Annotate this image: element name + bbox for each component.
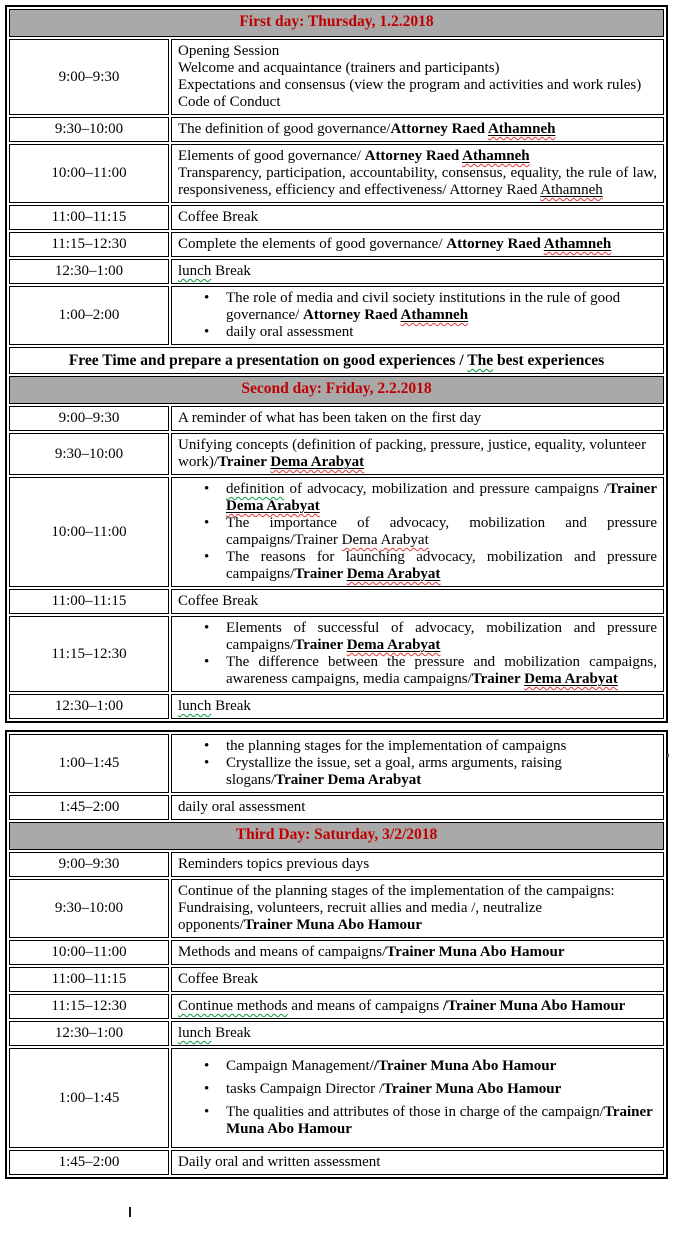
time-cell: 1:45–2:00 xyxy=(9,1150,169,1175)
time-cell: 9:30–10:00 xyxy=(9,879,169,938)
bullet-item xyxy=(178,738,657,755)
text-run: Attorney Raed xyxy=(364,148,463,164)
bullet-marker: • xyxy=(204,1058,210,1074)
text-run: best experiences xyxy=(493,352,605,369)
text-run: and means of campaigns xyxy=(287,998,443,1014)
time-cell: 11:15–12:30 xyxy=(9,616,169,692)
text-run: The reasons for launching advocacy, mobilization and pressure campaigns/ xyxy=(226,549,657,582)
text-run: Opening Session xyxy=(178,43,280,59)
table-row xyxy=(9,940,664,965)
time-cell: 11:15–12:30 xyxy=(9,232,169,257)
text-run: Dema Arabyat xyxy=(524,671,618,687)
text-run: Attorney Raed xyxy=(390,121,488,137)
bullet-item xyxy=(178,654,657,688)
bullet-item xyxy=(178,755,657,789)
bullet-marker: • xyxy=(204,738,210,754)
day-header-cell xyxy=(9,376,664,404)
description-cell xyxy=(171,117,664,142)
text-run: Code of Conduct xyxy=(178,94,281,110)
bullet-marker: • xyxy=(204,1081,210,1097)
description-cell xyxy=(171,205,664,230)
paragraph xyxy=(178,944,657,961)
text-run: Trainer xyxy=(218,454,271,470)
text-run: The qualities and attributes of those in charge of the campaign/ xyxy=(226,1104,604,1120)
text-run: Dema Arabyat xyxy=(226,498,320,514)
paragraph xyxy=(178,856,657,873)
table-row xyxy=(9,117,664,142)
text-run: Daily oral and written assessment xyxy=(178,1154,381,1170)
table-row xyxy=(9,205,664,230)
text-run: Athamneh xyxy=(543,236,612,252)
time-cell: 11:00–11:15 xyxy=(9,205,169,230)
free-time-banner xyxy=(9,347,664,374)
paragraph xyxy=(178,593,657,610)
text-run: Trainer Muna Abo Hamour xyxy=(383,1081,562,1097)
paragraph xyxy=(178,971,657,988)
paragraph xyxy=(178,437,657,471)
time-cell: 12:30–1:00 xyxy=(9,259,169,284)
text-run: Expectations and consensus (view the program and activities and work rules) xyxy=(178,77,642,93)
description-cell xyxy=(171,694,664,719)
table-row xyxy=(9,376,664,404)
text-run: Trainer xyxy=(471,671,525,687)
text-run: First day: Thursday, 1.2.2018 xyxy=(239,13,434,30)
text-run: Trainer xyxy=(294,566,347,582)
table-row xyxy=(9,477,664,587)
text-run: Athamneh xyxy=(400,307,469,323)
table-row xyxy=(9,39,664,115)
text-run: Dema Arabyat xyxy=(346,637,441,653)
text-run: Trainer xyxy=(608,481,657,497)
time-cell: 9:30–10:00 xyxy=(9,117,169,142)
bullet-marker: • xyxy=(204,290,210,306)
paragraph xyxy=(178,1025,657,1042)
time-cell: 11:15–12:30 xyxy=(9,994,169,1019)
text-run: Methods and means of campaigns/ xyxy=(178,944,387,960)
paragraph xyxy=(178,43,657,60)
table-row xyxy=(9,994,664,1019)
text-run: of advocacy, mobilization and pressure campaigns / xyxy=(284,481,609,497)
time-cell: 9:00–9:30 xyxy=(9,406,169,431)
time-cell: 1:00–2:00 xyxy=(9,286,169,345)
paragraph xyxy=(178,1154,657,1171)
text-run: /Trainer Muna Abo Hamour xyxy=(442,998,626,1014)
text-run: Trainer Dema Arabyat xyxy=(275,772,422,788)
time-cell: 11:00–11:15 xyxy=(9,967,169,992)
text-run: Continue methods xyxy=(178,998,288,1014)
text-run: Welcome and acquaintance (trainers and participants) xyxy=(178,60,500,76)
text-run: Reminders topics previous days xyxy=(178,856,370,872)
description-cell xyxy=(171,967,664,992)
text-run: Elements of successful of advocacy, mobilization and pressure campaigns/ xyxy=(226,620,657,653)
description-cell xyxy=(171,589,664,614)
description-cell xyxy=(171,734,664,793)
table-row xyxy=(9,1021,664,1046)
day-header-cell xyxy=(9,822,664,850)
bullet-marker: • xyxy=(204,481,210,497)
bullet-marker: • xyxy=(204,755,210,771)
paragraph xyxy=(178,883,657,934)
text-run: Third Day: Saturday, 3/2/2018 xyxy=(235,826,438,843)
description-cell xyxy=(171,994,664,1019)
time-cell: 9:00–9:30 xyxy=(9,852,169,877)
schedule-table-2 xyxy=(5,730,668,1179)
page-speck-artifact xyxy=(667,754,669,757)
bullet-marker: • xyxy=(204,620,210,636)
text-run: Arabyat xyxy=(380,532,429,548)
bullet-item xyxy=(178,481,657,515)
table-row xyxy=(9,1048,664,1148)
text-run: Trainer xyxy=(294,637,347,653)
description-cell xyxy=(171,433,664,475)
bullet-marker: • xyxy=(204,1104,210,1120)
table-row xyxy=(9,795,664,820)
text-run: Crystallize the issue, set a goal, arms arguments, raising slogans/ xyxy=(226,755,562,788)
table-row xyxy=(9,967,664,992)
text-run: Continue of the planning stages of the implementation of the campaigns: Fundraising, volunteers, recruit allies and media /, neutralize opponents/ xyxy=(178,883,615,933)
description-cell xyxy=(171,852,664,877)
text-run: lunch xyxy=(178,698,212,714)
text-run: Break xyxy=(211,1025,251,1041)
table-row xyxy=(9,694,664,719)
text-cursor-artifact xyxy=(129,1207,131,1217)
bullet-item xyxy=(178,324,657,341)
text-run: Campaign Management/ xyxy=(226,1058,374,1074)
bullet-item xyxy=(178,1058,657,1075)
text-run: Attorney Raed xyxy=(303,307,401,323)
text-run: The xyxy=(467,352,494,369)
description-cell xyxy=(171,144,664,203)
description-cell xyxy=(171,232,664,257)
text-run: The role of media and civil society institutions in the rule of good governance/ xyxy=(226,290,621,323)
table-row xyxy=(9,9,664,37)
table-row xyxy=(9,259,664,284)
text-run: Unifying concepts (definition of packing, pressure, justice, equality, volunteer work)/ xyxy=(178,437,647,470)
bullet-item xyxy=(178,1081,657,1098)
paragraph xyxy=(178,60,657,77)
text-run: lunch xyxy=(178,1025,212,1041)
bullet-item xyxy=(178,549,657,583)
time-cell: 9:00–9:30 xyxy=(9,39,169,115)
text-run: The definition of good governance/ xyxy=(178,121,391,137)
description-cell xyxy=(171,39,664,115)
text-run: definition xyxy=(226,481,285,497)
bullet-item xyxy=(178,620,657,654)
time-cell: 12:30–1:00 xyxy=(9,1021,169,1046)
text-run: Elements of good governance/ xyxy=(178,148,365,164)
table-row xyxy=(9,144,664,203)
text-run: /Trainer Muna Abo Hamour xyxy=(373,1058,557,1074)
description-cell xyxy=(171,879,664,938)
time-cell: 10:00–11:00 xyxy=(9,940,169,965)
text-run: Second day: Friday, 2.2.2018 xyxy=(241,380,432,397)
text-run: Athamneh xyxy=(487,121,556,137)
time-cell: 1:00–1:45 xyxy=(9,734,169,793)
text-run: Free Time and prepare a presentation on good experiences / xyxy=(68,352,468,369)
bullet-marker: • xyxy=(204,324,210,340)
text-run: Dema xyxy=(341,532,378,548)
paragraph xyxy=(178,94,657,111)
paragraph xyxy=(178,698,657,715)
description-cell xyxy=(171,940,664,965)
table-row xyxy=(9,347,664,374)
time-cell: 11:00–11:15 xyxy=(9,589,169,614)
bullet-item xyxy=(178,290,657,324)
text-run: A reminder of what has been taken on the first day xyxy=(178,410,482,426)
paragraph xyxy=(178,165,657,199)
table-row xyxy=(9,286,664,345)
text-run: Trainer Muna Abo Hamour xyxy=(386,944,565,960)
description-cell xyxy=(171,477,664,587)
table-row xyxy=(9,433,664,475)
table-row xyxy=(9,589,664,614)
description-cell xyxy=(171,795,664,820)
text-run: tasks Campaign Director / xyxy=(226,1081,384,1097)
time-cell: 10:00–11:00 xyxy=(9,477,169,587)
time-cell: 1:00–1:45 xyxy=(9,1048,169,1148)
text-run: lunch xyxy=(178,263,212,279)
time-cell: 9:30–10:00 xyxy=(9,433,169,475)
description-cell xyxy=(171,616,664,692)
paragraph xyxy=(178,209,657,226)
table-row xyxy=(9,852,664,877)
day-header-cell xyxy=(9,9,664,37)
table-row xyxy=(9,822,664,850)
description-cell xyxy=(171,1150,664,1175)
description-cell xyxy=(171,286,664,345)
schedule-table-1 xyxy=(5,5,668,723)
text-run: Coffee Break xyxy=(178,593,259,609)
table-row xyxy=(9,232,664,257)
text-run: Attorney Raed xyxy=(446,236,544,252)
table-row xyxy=(9,879,664,938)
text-run: Break xyxy=(211,263,251,279)
table-row xyxy=(9,406,664,431)
table-row xyxy=(9,734,664,793)
text-run: Break xyxy=(211,698,251,714)
table-row xyxy=(9,616,664,692)
text-run: Athamneh xyxy=(462,148,530,164)
document-root xyxy=(5,5,668,1186)
text-run: Coffee Break xyxy=(178,209,259,225)
text-run: Transparency, participation, accountability, consensus, equality, the rule of law, responsiveness, efficiency and effectiveness/ Attorney Raed xyxy=(178,165,657,198)
text-run: Trainer Muna Abo Hamour xyxy=(243,917,423,933)
text-run: The difference between the pressure and mobilization campaigns, awareness campaigns, media campaigns/ xyxy=(226,654,657,687)
time-cell: 12:30–1:00 xyxy=(9,694,169,719)
description-cell xyxy=(171,1048,664,1148)
text-run: Coffee Break xyxy=(178,971,259,987)
description-cell xyxy=(171,259,664,284)
text-run: the planning stages for the implementation of campaigns xyxy=(226,738,567,754)
table-row xyxy=(9,1150,664,1175)
time-cell: 1:45–2:00 xyxy=(9,795,169,820)
paragraph xyxy=(178,998,657,1015)
description-cell xyxy=(171,1021,664,1046)
paragraph xyxy=(178,236,657,253)
time-cell: 10:00–11:00 xyxy=(9,144,169,203)
text-run: Dema Arabyat xyxy=(346,566,441,582)
text-run: Complete the elements of good governance/ xyxy=(178,236,447,252)
bullet-marker: • xyxy=(204,515,210,531)
text-run: Athamneh xyxy=(540,182,603,198)
paragraph xyxy=(178,410,657,427)
bullet-marker: • xyxy=(204,549,210,565)
bullet-item xyxy=(178,515,657,549)
paragraph xyxy=(178,121,657,138)
text-run: Trainer Muna Abo Hamour xyxy=(226,1104,653,1137)
text-run: Dema Arabyat xyxy=(270,454,365,470)
paragraph xyxy=(178,148,657,165)
text-run: daily oral assessment xyxy=(178,799,306,815)
bullet-marker: • xyxy=(204,654,210,670)
bullet-item xyxy=(178,1104,657,1138)
paragraph xyxy=(178,799,657,816)
paragraph xyxy=(178,77,657,94)
description-cell xyxy=(171,406,664,431)
text-run: daily oral assessment xyxy=(226,324,354,340)
text-run: The importance of advocacy, mobilization and pressure campaigns/Trainer xyxy=(226,515,657,548)
paragraph xyxy=(178,263,657,280)
